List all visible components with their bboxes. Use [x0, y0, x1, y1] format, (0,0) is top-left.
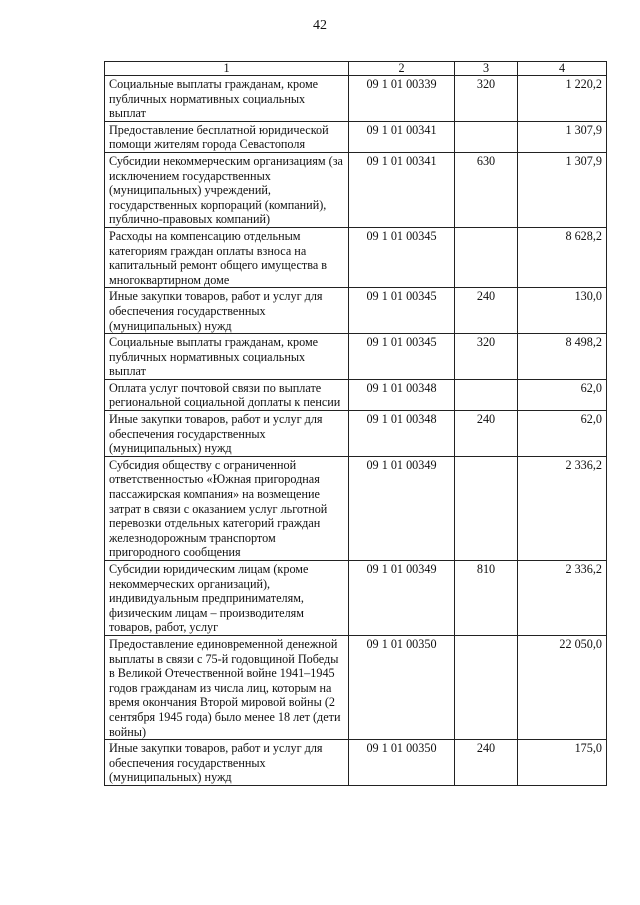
- row-code-cell: 09 1 01 00349: [349, 456, 455, 560]
- row-type-cell: [455, 456, 518, 560]
- row-type-cell: [455, 635, 518, 739]
- row-amount-cell: 22 050,0: [518, 635, 607, 739]
- table-row: [105, 121, 607, 152]
- row-type-cell: 240: [455, 740, 518, 786]
- row-type-cell: 240: [455, 288, 518, 334]
- row-amount-cell: 8 498,2: [518, 334, 607, 380]
- row-type-cell: [455, 227, 518, 287]
- page-number: 42: [313, 18, 327, 33]
- row-name-cell: Иные закупки товаров, работ и услуг для обеспечения государственных (муниципальных) нужд: [105, 740, 349, 786]
- row-amount-cell: 1 307,9: [518, 121, 607, 152]
- row-code-cell: 09 1 01 00348: [349, 379, 455, 410]
- table-row: [105, 227, 607, 287]
- row-type-cell: 810: [455, 561, 518, 636]
- row-name-cell: Расходы на компенсацию отдельным категориям граждан оплаты взноса на капитальный ремонт общего имущества в многоквартирном доме: [105, 227, 349, 287]
- table-row: [105, 288, 607, 334]
- row-type-cell: 320: [455, 76, 518, 122]
- row-code-cell: 09 1 01 00341: [349, 121, 455, 152]
- row-type-cell: [455, 379, 518, 410]
- row-code-cell: 09 1 01 00348: [349, 411, 455, 457]
- column-header-1: 1: [105, 62, 349, 76]
- row-code-cell: 09 1 01 00345: [349, 334, 455, 380]
- row-amount-cell: 8 628,2: [518, 227, 607, 287]
- row-amount-cell: 2 336,2: [518, 561, 607, 636]
- row-name-cell: Иные закупки товаров, работ и услуг для обеспечения государственных (муниципальных) нужд: [105, 411, 349, 457]
- row-type-cell: 630: [455, 152, 518, 227]
- row-code-cell: 09 1 01 00341: [349, 152, 455, 227]
- row-amount-cell: 2 336,2: [518, 456, 607, 560]
- row-type-cell: [455, 121, 518, 152]
- row-name-cell: Субсидии некоммерческим организациям (за исключением государственных (муниципальных) учреждений, государственных корпораций (компаний), публично-правовых компаний): [105, 152, 349, 227]
- row-code-cell: 09 1 01 00349: [349, 561, 455, 636]
- budget-table: [104, 61, 607, 786]
- row-amount-cell: 130,0: [518, 288, 607, 334]
- table-row: [105, 456, 607, 560]
- row-code-cell: 09 1 01 00350: [349, 740, 455, 786]
- row-type-cell: 240: [455, 411, 518, 457]
- column-header-3: 3: [455, 62, 518, 76]
- row-name-cell: Социальные выплаты гражданам, кроме публичных нормативных социальных выплат: [105, 334, 349, 380]
- row-code-cell: 09 1 01 00339: [349, 76, 455, 122]
- table-body: [105, 62, 607, 786]
- table-row: [105, 334, 607, 380]
- column-header-4: 4: [518, 62, 607, 76]
- row-amount-cell: 175,0: [518, 740, 607, 786]
- table-row: [105, 152, 607, 227]
- row-name-cell: Иные закупки товаров, работ и услуг для обеспечения государственных (муниципальных) нужд: [105, 288, 349, 334]
- row-name-cell: Социальные выплаты гражданам, кроме публичных нормативных социальных выплат: [105, 76, 349, 122]
- row-amount-cell: 62,0: [518, 411, 607, 457]
- row-code-cell: 09 1 01 00345: [349, 288, 455, 334]
- row-amount-cell: 62,0: [518, 379, 607, 410]
- row-type-cell: 320: [455, 334, 518, 380]
- row-name-cell: Субсидии юридическим лицам (кроме некоммерческих организаций), индивидуальным предпринимателям, физическим лицам – производителям товаров, работ, услуг: [105, 561, 349, 636]
- row-amount-cell: 1 307,9: [518, 152, 607, 227]
- row-code-cell: 09 1 01 00350: [349, 635, 455, 739]
- table-row: [105, 411, 607, 457]
- table-row: [105, 740, 607, 786]
- table-row: [105, 561, 607, 636]
- row-name-cell: Субсидия обществу с ограниченной ответственностью «Южная пригородная пассажирская компания» на возмещение затрат в связи с оказанием услуг льготной перевозки отдельных категорий граждан железнодорожным транспортом пригородного сообщения: [105, 456, 349, 560]
- row-name-cell: Предоставление бесплатной юридической помощи жителям города Севастополя: [105, 121, 349, 152]
- column-header-2: 2: [349, 62, 455, 76]
- row-amount-cell: 1 220,2: [518, 76, 607, 122]
- table-row: [105, 76, 607, 122]
- row-name-cell: Предоставление единовременной денежной выплаты в связи с 75-й годовщиной Победы в Великой Отечественной войне 1941–1945 годов гражданам из числа лиц, которым на время окончания Второй мировой войны (2 сентября 1945 года) было менее 18 лет (дети войны): [105, 635, 349, 739]
- row-name-cell: Оплата услуг почтовой связи по выплате региональной социальной доплаты к пенсии: [105, 379, 349, 410]
- table-row: [105, 635, 607, 739]
- table-row: [105, 379, 607, 410]
- table-header-row: [105, 62, 607, 76]
- row-code-cell: 09 1 01 00345: [349, 227, 455, 287]
